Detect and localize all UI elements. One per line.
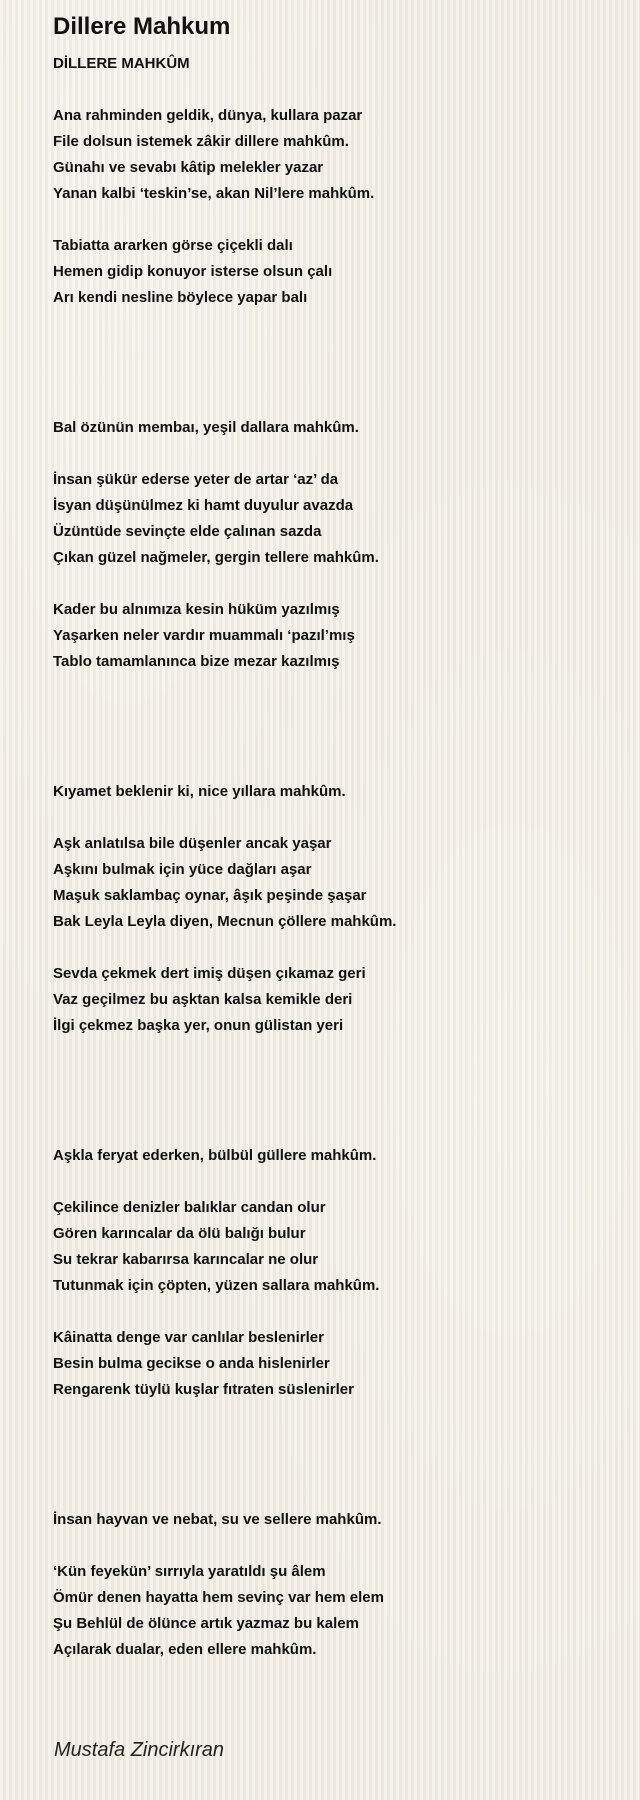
stanza bbox=[53, 1559, 613, 1663]
poem-title: Dillere Mahkum bbox=[53, 13, 231, 40]
stanza bbox=[53, 1325, 613, 1403]
stanza bbox=[53, 961, 613, 1039]
stanza bbox=[53, 233, 613, 311]
poem-line: Besin bulma gecikse o anda hislenirler bbox=[53, 1355, 330, 1372]
poem-line: İnsan şükür ederse yeter de artar ‘az’ da bbox=[53, 471, 339, 488]
poem-line: Şu Behlül de ölünce artık yazmaz bu kalem bbox=[53, 1615, 359, 1632]
stanza bbox=[53, 467, 613, 571]
poem-line: Hemen gidip konuyor isterse olsun çalı bbox=[53, 263, 333, 280]
poem-line: Tablo tamamlanınca bize mezar kazılmış bbox=[53, 653, 340, 670]
poem-line: Aşkını bulmak için yüce dağları aşar bbox=[53, 861, 312, 878]
poem-line: İlgi çekmez başka yer, onun gülistan yeri bbox=[53, 1017, 344, 1034]
poem-line: Bal özünün membaı, yeşil dallara mahkûm. bbox=[53, 419, 359, 436]
poem-line: Yaşarken neler vardır muammalı ‘pazıl’mış bbox=[53, 627, 355, 644]
poem-line: Su tekrar kabarırsa karıncalar ne olur bbox=[53, 1251, 319, 1268]
poem-line: Kâinatta denge var canlılar beslenirler bbox=[53, 1329, 324, 1346]
poem-line: Maşuk saklambaç oynar, âşık peşinde şaşar bbox=[53, 887, 367, 904]
poem-line: File dolsun istemek zâkir dillere mahkûm. bbox=[53, 133, 349, 150]
poem-subtitle: DİLLERE MAHKÛM bbox=[53, 55, 190, 72]
stanza bbox=[53, 779, 613, 805]
poem-line: Ana rahminden geldik, dünya, kullara pazar bbox=[53, 107, 363, 124]
poem-line: Çıkan güzel nağmeler, gergin tellere mahkûm. bbox=[53, 549, 379, 566]
stanza bbox=[53, 1195, 613, 1299]
poem-line: Kıyamet beklenir ki, nice yıllara mahkûm. bbox=[53, 783, 346, 800]
poem-line: Günahı ve sevabı kâtip melekler yazar bbox=[53, 159, 324, 176]
stanza bbox=[53, 1143, 613, 1169]
poem-line: Çekilince denizler balıklar candan olur bbox=[53, 1199, 326, 1216]
stanza bbox=[53, 415, 613, 441]
poem-line: Ömür denen hayatta hem sevinç var hem elem bbox=[53, 1589, 384, 1606]
poem-line: ‘Kün feyekün’ sırrıyla yaratıldı şu âlem bbox=[53, 1563, 326, 1580]
poem-line: Yanan kalbi ‘teskin’se, akan Nil’lere mahkûm. bbox=[53, 185, 375, 202]
poem-line: Tabiatta ararken görse çiçekli dalı bbox=[53, 237, 293, 254]
stanza bbox=[53, 1507, 613, 1533]
poem-line: Arı kendi nesline böylece yapar balı bbox=[53, 289, 308, 306]
stanza bbox=[53, 831, 613, 935]
poem-line: Sevda çekmek dert imiş düşen çıkamaz geri bbox=[53, 965, 366, 982]
stanza bbox=[53, 103, 613, 207]
poem-line: Aşk anlatılsa bile düşenler ancak yaşar bbox=[53, 835, 332, 852]
poem-line: Kader bu alnımıza kesin hüküm yazılmış bbox=[53, 601, 340, 618]
stanza bbox=[53, 597, 613, 675]
poem-line: Açılarak dualar, eden ellere mahkûm. bbox=[53, 1641, 317, 1658]
poem-author: Mustafa Zincirkıran bbox=[54, 1739, 225, 1761]
poem-line: Rengarenk tüylü kuşlar fıtraten süslenirler bbox=[53, 1381, 354, 1398]
poem-line: Tutunmak için çöpten, yüzen sallara mahkûm. bbox=[53, 1277, 380, 1294]
poem-line: İnsan hayvan ve nebat, su ve sellere mahkûm. bbox=[53, 1511, 382, 1528]
poem-line: Bak Leyla Leyla diyen, Mecnun çöllere mahkûm. bbox=[53, 913, 397, 930]
poem-line: Vaz geçilmez bu aşktan kalsa kemikle deri bbox=[53, 991, 353, 1008]
poem-line: İsyan düşünülmez ki hamt duyulur avazda bbox=[53, 497, 354, 514]
poem-line: Gören karıncalar da ölü balığı bulur bbox=[53, 1225, 306, 1242]
poem-line: Aşkla feryat ederken, bülbül güllere mahkûm. bbox=[53, 1147, 377, 1164]
poem-body bbox=[53, 103, 613, 1663]
poem-line: Üzüntüde sevinçte elde çalınan sazda bbox=[53, 523, 322, 540]
